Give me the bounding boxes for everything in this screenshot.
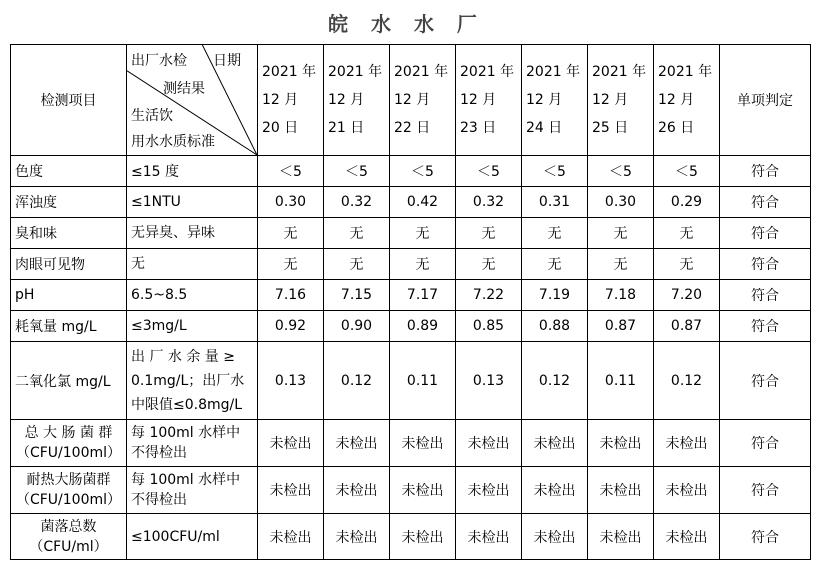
item-cell: 菌落总数 （CFU/ml） bbox=[11, 514, 127, 560]
result-cell: 0.88 bbox=[522, 311, 588, 342]
item-cell: 色度 bbox=[11, 156, 127, 187]
result-cell: 未检出 bbox=[324, 467, 390, 514]
result-cell: 无 bbox=[258, 249, 324, 280]
result-cell: 无 bbox=[588, 218, 654, 249]
item-cell: 臭和味 bbox=[11, 218, 127, 249]
item-cell: 肉眼可见物 bbox=[11, 249, 127, 280]
result-cell: 未检出 bbox=[654, 420, 720, 467]
result-cell: 0.30 bbox=[258, 187, 324, 218]
item-cell: 总 大 肠 菌 群 （CFU/100ml） bbox=[11, 420, 127, 467]
result-cell: 无 bbox=[654, 218, 720, 249]
date-header: 2021 年 12 月 22 日 bbox=[390, 45, 456, 156]
item-cell: 二氧化氯 mg/L bbox=[11, 342, 127, 420]
judge-cell: 符合 bbox=[720, 249, 811, 280]
standard-cell: 无 bbox=[127, 249, 258, 280]
table-row bbox=[11, 187, 811, 218]
result-cell: 未检出 bbox=[390, 420, 456, 467]
judge-cell: 符合 bbox=[720, 420, 811, 467]
item-cell: 浑浊度 bbox=[11, 187, 127, 218]
result-cell: 0.92 bbox=[258, 311, 324, 342]
result-cell: 0.12 bbox=[324, 342, 390, 420]
result-cell: 未检出 bbox=[258, 420, 324, 467]
item-cell: 耐热大肠菌群 （CFU/100ml） bbox=[11, 467, 127, 514]
result-cell: ＜5 bbox=[258, 156, 324, 187]
result-cell: 未检出 bbox=[654, 514, 720, 560]
standard-cell: 每 100ml 水样中 不得检出 bbox=[127, 467, 258, 514]
result-cell: 未检出 bbox=[324, 420, 390, 467]
result-cell: 未检出 bbox=[588, 514, 654, 560]
table-row bbox=[11, 280, 811, 311]
result-cell: 7.22 bbox=[456, 280, 522, 311]
result-cell: 未检出 bbox=[588, 420, 654, 467]
result-cell: 未检出 bbox=[522, 514, 588, 560]
result-cell: 未检出 bbox=[258, 467, 324, 514]
judge-cell: 符合 bbox=[720, 467, 811, 514]
table-row bbox=[11, 420, 811, 467]
result-cell: 未检出 bbox=[522, 420, 588, 467]
judge-cell: 符合 bbox=[720, 156, 811, 187]
result-cell: 0.32 bbox=[324, 187, 390, 218]
result-cell: 7.20 bbox=[654, 280, 720, 311]
result-cell: 无 bbox=[522, 218, 588, 249]
result-cell: 0.13 bbox=[258, 342, 324, 420]
result-cell: ＜5 bbox=[456, 156, 522, 187]
result-cell: 0.32 bbox=[456, 187, 522, 218]
result-cell: 0.89 bbox=[390, 311, 456, 342]
result-cell: 0.13 bbox=[456, 342, 522, 420]
result-cell: 未检出 bbox=[456, 514, 522, 560]
table-row bbox=[11, 218, 811, 249]
result-cell: 无 bbox=[324, 218, 390, 249]
page-title: 皖 水 水 厂 bbox=[328, 12, 485, 36]
table-row bbox=[11, 156, 811, 187]
diag-mid: 测结果 bbox=[163, 81, 205, 97]
judge-header: 单项判定 bbox=[720, 45, 811, 156]
date-header: 2021 年 12 月 21 日 bbox=[324, 45, 390, 156]
table-row bbox=[11, 342, 811, 420]
result-cell: 无 bbox=[324, 249, 390, 280]
result-cell: 0.42 bbox=[390, 187, 456, 218]
result-cell: 0.87 bbox=[588, 311, 654, 342]
result-cell: 无 bbox=[522, 249, 588, 280]
diag-top-right: 日期 bbox=[213, 53, 241, 69]
water-quality-table bbox=[10, 44, 811, 560]
judge-cell: 符合 bbox=[720, 342, 811, 420]
standard-cell: ≤1NTU bbox=[127, 187, 258, 218]
result-cell: 0.11 bbox=[390, 342, 456, 420]
result-cell: 0.12 bbox=[522, 342, 588, 420]
table-row bbox=[11, 514, 811, 560]
result-cell: 0.85 bbox=[456, 311, 522, 342]
judge-cell: 符合 bbox=[720, 187, 811, 218]
standard-cell: ≤100CFU/ml bbox=[127, 514, 258, 560]
result-cell: 0.30 bbox=[588, 187, 654, 218]
diagonal-header bbox=[127, 45, 258, 156]
standard-cell: 出 厂 水 余 量 ≥ 0.1mg/L；出厂水 中限值≤0.8mg/L bbox=[127, 342, 258, 420]
standard-cell: ≤15 度 bbox=[127, 156, 258, 187]
header-row bbox=[11, 45, 811, 156]
result-cell: 0.31 bbox=[522, 187, 588, 218]
result-cell: 未检出 bbox=[390, 467, 456, 514]
result-cell: 未检出 bbox=[522, 467, 588, 514]
result-cell: ＜5 bbox=[654, 156, 720, 187]
date-header: 2021 年 12 月 25 日 bbox=[588, 45, 654, 156]
date-header: 2021 年 12 月 20 日 bbox=[258, 45, 324, 156]
result-cell: 0.12 bbox=[654, 342, 720, 420]
result-cell: 无 bbox=[456, 249, 522, 280]
date-header: 2021 年 12 月 26 日 bbox=[654, 45, 720, 156]
result-cell: 7.18 bbox=[588, 280, 654, 311]
result-cell: 7.17 bbox=[390, 280, 456, 311]
result-cell: 未检出 bbox=[456, 420, 522, 467]
judge-cell: 符合 bbox=[720, 311, 811, 342]
result-cell: 无 bbox=[390, 218, 456, 249]
diag-bottom-1: 生活饮 bbox=[131, 108, 173, 124]
result-cell: 未检出 bbox=[654, 467, 720, 514]
item-header: 检测项目 bbox=[11, 45, 127, 156]
result-cell: 无 bbox=[390, 249, 456, 280]
result-cell: ＜5 bbox=[588, 156, 654, 187]
result-cell: 无 bbox=[258, 218, 324, 249]
standard-cell: 无异臭、异味 bbox=[127, 218, 258, 249]
item-cell: 耗氧量 mg/L bbox=[11, 311, 127, 342]
table-row bbox=[11, 467, 811, 514]
result-cell: ＜5 bbox=[522, 156, 588, 187]
result-cell: 未检出 bbox=[258, 514, 324, 560]
result-cell: 无 bbox=[588, 249, 654, 280]
result-cell: 未检出 bbox=[456, 467, 522, 514]
date-header: 2021 年 12 月 24 日 bbox=[522, 45, 588, 156]
diag-bottom-2: 用水水质标准 bbox=[131, 134, 215, 150]
judge-cell: 符合 bbox=[720, 218, 811, 249]
result-cell: 0.90 bbox=[324, 311, 390, 342]
table-row bbox=[11, 311, 811, 342]
result-cell: 0.87 bbox=[654, 311, 720, 342]
result-cell: 0.29 bbox=[654, 187, 720, 218]
result-cell: ＜5 bbox=[324, 156, 390, 187]
judge-cell: 符合 bbox=[720, 514, 811, 560]
result-cell: 无 bbox=[654, 249, 720, 280]
standard-cell: 每 100ml 水样中 不得检出 bbox=[127, 420, 258, 467]
result-cell: 0.11 bbox=[588, 342, 654, 420]
result-cell: 无 bbox=[456, 218, 522, 249]
judge-cell: 符合 bbox=[720, 280, 811, 311]
result-cell: 7.19 bbox=[522, 280, 588, 311]
table-row bbox=[11, 249, 811, 280]
diag-top-left: 出厂水检 bbox=[131, 53, 187, 69]
result-cell: 未检出 bbox=[588, 467, 654, 514]
standard-cell: ≤3mg/L bbox=[127, 311, 258, 342]
standard-cell: 6.5~8.5 bbox=[127, 280, 258, 311]
result-cell: ＜5 bbox=[390, 156, 456, 187]
result-cell: 7.16 bbox=[258, 280, 324, 311]
item-cell: pH bbox=[11, 280, 127, 311]
result-cell: 7.15 bbox=[324, 280, 390, 311]
result-cell: 未检出 bbox=[324, 514, 390, 560]
result-cell: 未检出 bbox=[390, 514, 456, 560]
date-header: 2021 年 12 月 23 日 bbox=[456, 45, 522, 156]
